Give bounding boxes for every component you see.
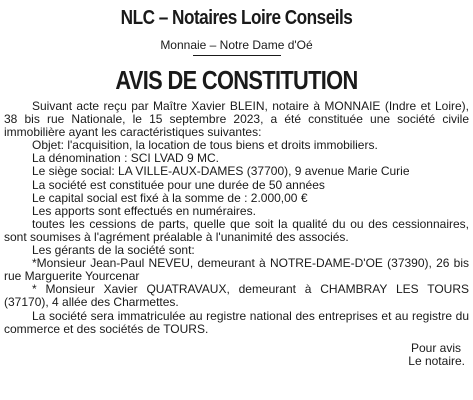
signature-line-1: Pour avis bbox=[410, 340, 461, 355]
notice-header bbox=[4, 6, 469, 94]
legal-notice bbox=[4, 0, 469, 368]
paragraph-deed: Suivant acte reçu par Maître Xavier BLEIN, notaire à MONNAIE (Indre et Loire), 38 bis rue Nationale, le 15 septembre 2023, a été constituée une société civile immobilière ayant les caractéristiques suivantes: bbox=[4, 99, 469, 140]
paragraph-registration: La société sera immatriculée au registre national des entreprises et au registre du commerce et des sociétés de TOURS. bbox=[4, 308, 469, 336]
signature-block bbox=[4, 342, 469, 368]
paragraph-manager-1: *Monsieur Jean-Paul NEVEU, demeurant à NOTRE-DAME-D'OE (37390), 26 bis rue Marguerite Yourcenar bbox=[4, 256, 469, 284]
firm-name: NLC – Notaires Loire Conseils bbox=[120, 7, 353, 29]
paragraph-head-office: Le siège social: LA VILLE-AUX-DAMES (37700), 9 avenue Marie Curie bbox=[32, 164, 410, 179]
notice-title: AVIS DE CONSTITUTION bbox=[115, 65, 358, 95]
signature-line-2: Le notaire. bbox=[408, 353, 465, 368]
paragraph-contributions: Les apports sont effectués en numéraires. bbox=[32, 203, 256, 218]
paragraph-object: Objet: l'acquisition, la location de tous biens et droits immobiliers. bbox=[32, 138, 378, 153]
paragraph-share-transfers: toutes les cessions de parts, quelle que soit la qualité du ou des cessionnaires, sont soumises à l'agrément préalable à l'unanimité des associés. bbox=[4, 216, 469, 244]
notice-body bbox=[4, 100, 469, 336]
paragraph-manager-2: * Monsieur Xavier QUATRAVAUX, demeurant à CHAMBRAY LES TOURS (37170), 4 allée des Charmettes. bbox=[4, 282, 469, 310]
paragraph-managers-intro: Les gérants de la société sont: bbox=[32, 243, 195, 258]
header-divider bbox=[193, 55, 281, 56]
paragraph-name: La dénomination : SCI LVAD 9 MC. bbox=[32, 151, 219, 166]
paragraph-capital: Le capital social est fixé à la somme de : 2.000,00 € bbox=[32, 190, 308, 205]
paragraph-duration: La société est constituée pour une durée de 50 années bbox=[32, 177, 325, 192]
firm-location: Monnaie – Notre Dame d'Oé bbox=[160, 38, 313, 52]
